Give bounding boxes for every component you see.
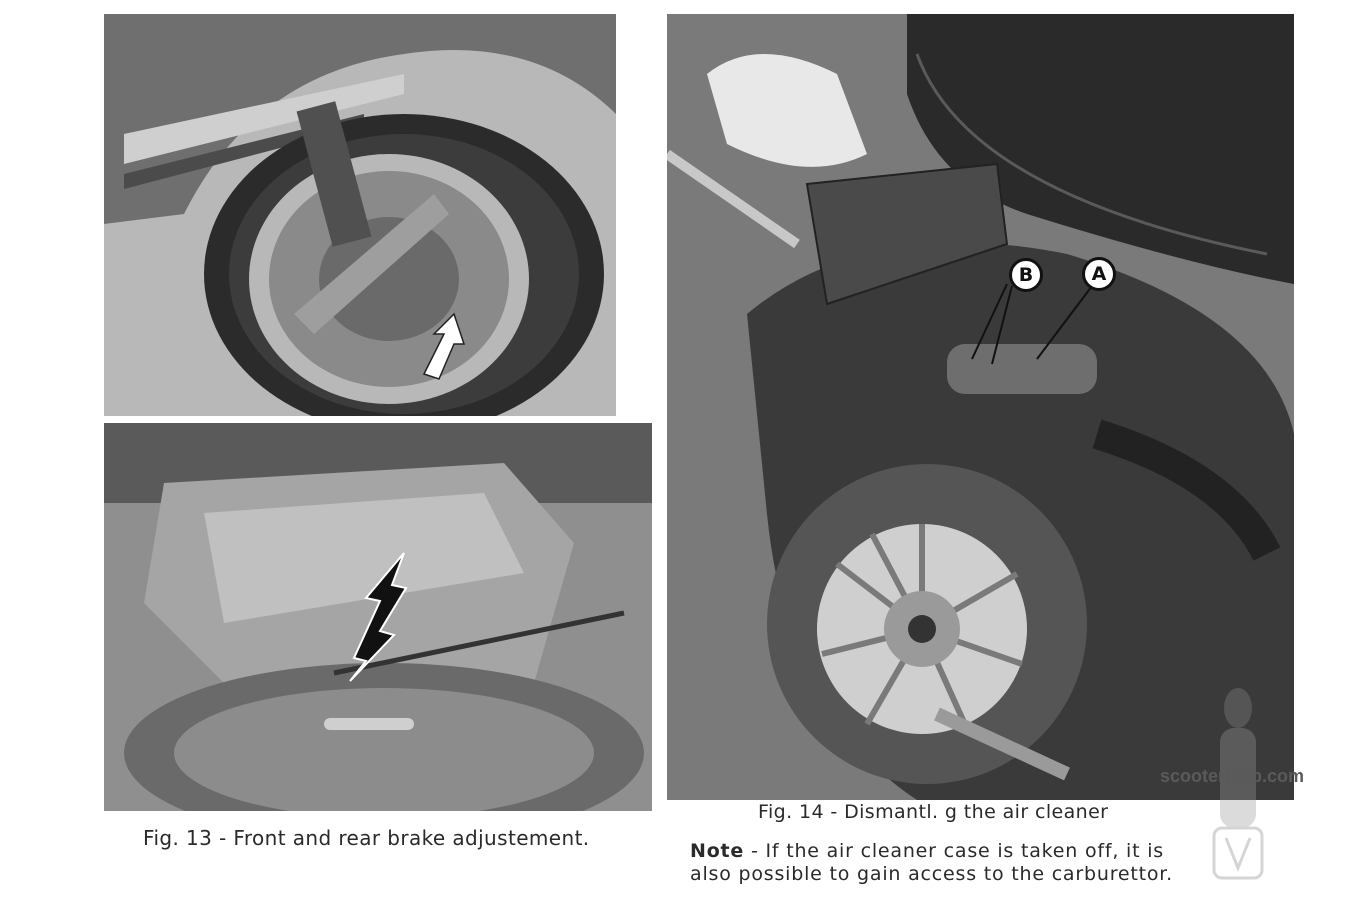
fig13-caption: Fig. 13 - Front and rear brake adjustement. xyxy=(143,826,590,850)
engine-illustration xyxy=(667,14,1294,800)
front-wheel-illustration xyxy=(104,14,616,416)
rear-brake-illustration xyxy=(104,423,652,811)
fig13-rear-brake-photo xyxy=(104,423,652,811)
note-line-1 xyxy=(690,840,1164,862)
note-line-1-text: - If the air cleaner case is taken off, it is xyxy=(744,840,1164,862)
callout-b-label: B xyxy=(1009,258,1043,292)
note-line-2: also possible to gain access to the carburettor. xyxy=(690,863,1174,885)
fig14-caption: Fig. 14 - Dismantl. g the air cleaner xyxy=(758,801,1109,823)
note-prefix: Note xyxy=(690,840,745,862)
callout-a-label: A xyxy=(1082,257,1116,291)
fig14-air-cleaner-photo xyxy=(667,14,1294,800)
site-watermark: scooterhelp.com xyxy=(1160,766,1305,786)
fig13-front-wheel-photo xyxy=(104,14,616,416)
